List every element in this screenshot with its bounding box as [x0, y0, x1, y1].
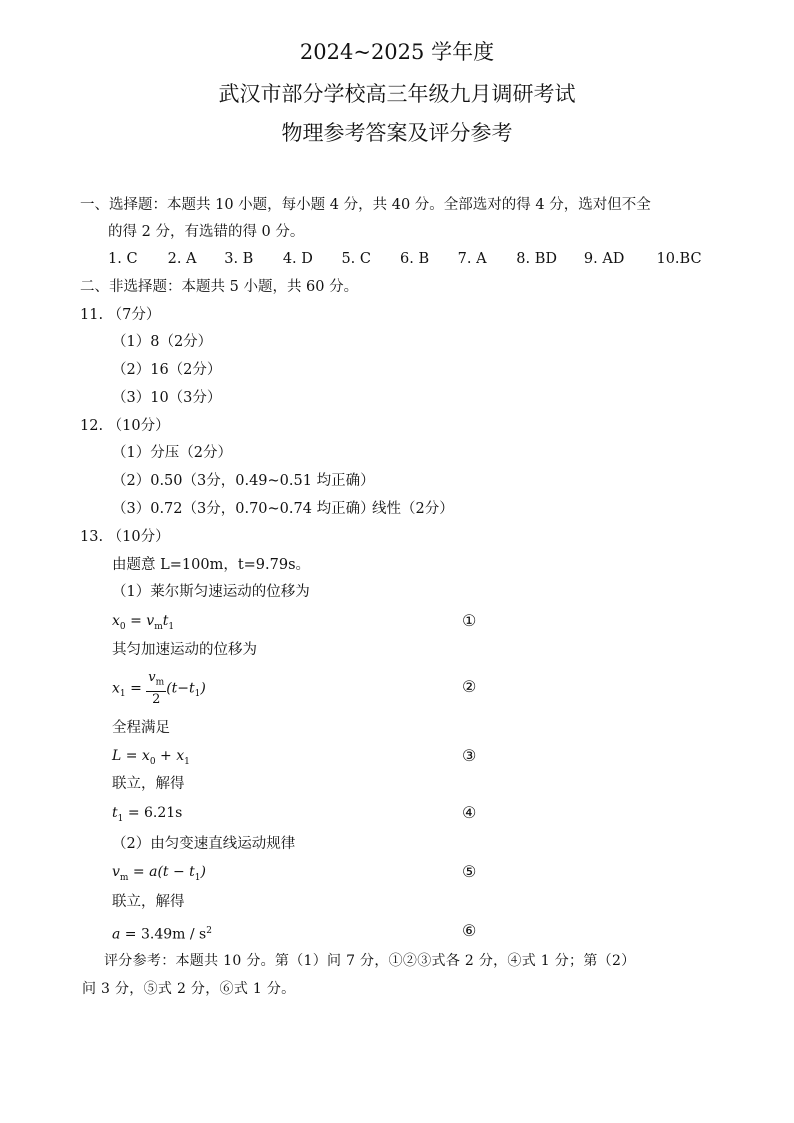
- answer-item: 9. AD: [583, 251, 625, 267]
- answer-item: 4. D: [282, 251, 313, 267]
- q12-title: 12. （10分）: [80, 418, 170, 434]
- answer-item: 7. A: [457, 251, 487, 267]
- q12-answer-3b: 线性（2分）: [372, 501, 454, 517]
- q13-part1-text: （1）莱尔斯匀速运动的位移为: [112, 584, 310, 600]
- q13-part2-text: （2）由匀变速直线运动规律: [112, 836, 296, 852]
- subject-title: 物理参考答案及评分参考: [281, 121, 513, 145]
- q13-title: 13. （10分）: [80, 529, 170, 545]
- choice-answers: [108, 249, 702, 269]
- equation-6-value: = 3.49m / s: [124, 926, 207, 943]
- equation-5: $v_m = a(t - t_1)$: [112, 864, 206, 883]
- answer-item: 8. BD: [516, 251, 557, 267]
- equation-4-value: = 6.21s: [127, 805, 183, 821]
- answer-item: 2. A: [167, 251, 197, 267]
- q13-total-text: 全程满足: [112, 720, 170, 736]
- equation-3: $L = x_0 + x_1$: [112, 748, 190, 767]
- section1-intro-line2: 的得 2 分，有选错的得 0 分。: [108, 224, 305, 240]
- answer-item: 10.BC: [656, 251, 702, 267]
- equation-mark-1: ①: [462, 611, 477, 630]
- q13-given: 由题意 L=100m，t=9.79s。: [112, 557, 311, 573]
- section1-intro-line1: 一、选择题：本题共 10 小题，每小题 4 分，共 40 分。全部选对的得 4 分，选对但不全: [80, 197, 651, 213]
- q13-part1-accel-text: 其匀加速运动的位移为: [112, 642, 257, 658]
- equation-mark-5: ⑤: [462, 862, 477, 881]
- section2-heading: 二、非选择题：本题共 5 小题，共 60 分。: [80, 279, 359, 295]
- answer-item: 1. C: [108, 251, 138, 267]
- q13-solve-text-1: 联立，解得: [112, 776, 185, 792]
- q12-answer-1: （1）分压（2分）: [112, 445, 232, 461]
- q11-answer-3: （3）10（3分）: [112, 390, 222, 406]
- equation-1: $x_0 = v_mt_1$: [112, 613, 175, 632]
- answer-item: 5. C: [341, 251, 371, 267]
- q12-answer-2: （2）0.50（3分，0.49~0.51 均正确）: [112, 473, 375, 489]
- exam-title: 武汉市部分学校高三年级九月调研考试: [218, 82, 576, 106]
- answer-item: 6. B: [400, 251, 430, 267]
- equation-2: $x_1$ = $\frac{v_m}{2}$ $(t-t_1)$: [112, 670, 206, 707]
- equation-6: $a = 3.49m / s^2$: [112, 926, 212, 943]
- equation-mark-6: ⑥: [462, 921, 477, 940]
- equation-mark-3: ③: [462, 746, 477, 765]
- equation-4: $t_1 = 6.21s$: [112, 805, 183, 824]
- q13-solve-text-2: 联立，解得: [112, 894, 185, 910]
- grading-note-line2: 问 3 分，⑤式 2 分，⑥式 1 分。: [82, 981, 296, 997]
- answer-item: 3. B: [224, 251, 254, 267]
- year-title: 2024~2025 学年度: [299, 40, 495, 64]
- equation-mark-4: ④: [462, 803, 477, 822]
- q11-answer-1: （1）8（2分）: [112, 334, 213, 350]
- q11-title: 11. （7分）: [80, 307, 161, 323]
- equation-mark-2: ②: [462, 677, 477, 696]
- q11-answer-2: （2）16（2分）: [112, 362, 222, 378]
- grading-note-line1: 评分参考：本题共 10 分。第（1）问 7 分，①②③式各 2 分，④式 1 分；第（2）: [104, 953, 636, 969]
- q12-answer-3: （3）0.72（3分，0.70~0.74 均正确）: [112, 501, 375, 517]
